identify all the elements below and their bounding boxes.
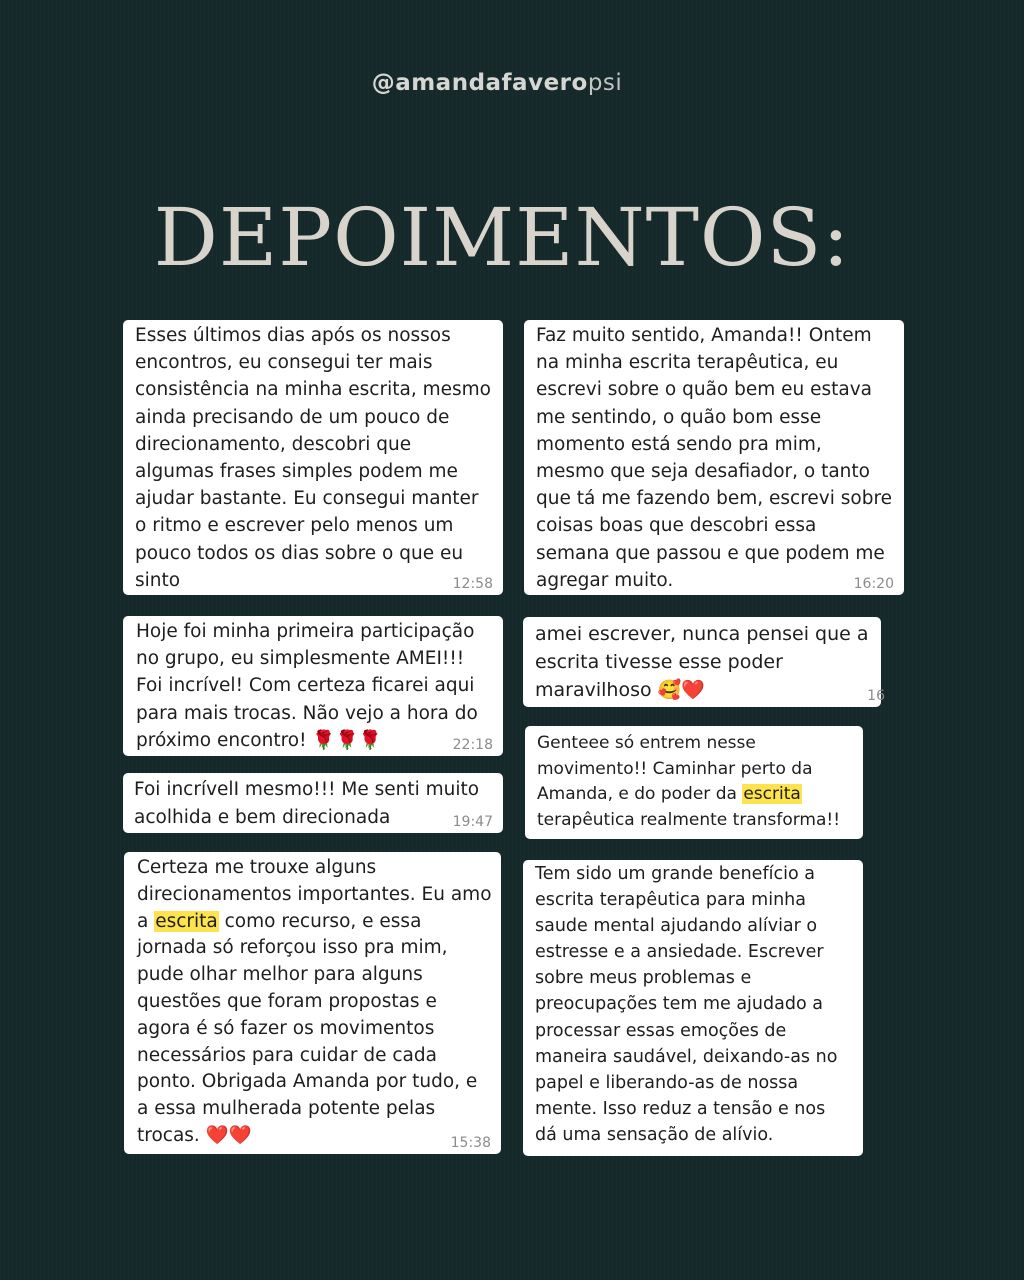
message-text: Hoje foi minha primeira participação no grupo, eu simplesmente AMEI!!! Foi incrível! Com certeza ficarei aqui para mais trocas. Não vejo a hora do próximo encontro! [136, 621, 478, 751]
handle-suffix: psi [587, 70, 623, 96]
heart-emoji-icon: ❤️❤️ [205, 1124, 252, 1146]
message-text: Foi incrívelI mesmo!!! Me senti muito acolhida e bem direcionada [134, 779, 480, 828]
message-text-wrap [537, 731, 857, 833]
message-text: Faz muito sentido, Amanda!! Ontem na minha escrita terapêutica, eu escrevi sobre o quão bem eu estava me sentindo, o quão bom esse momento está sendo pra mim, mesmo que seja desafiador, o tanto que tá me fazendo bem, escrevi sobre coisas boas que descobri essa semana que passou e que podem me agregar muito. [536, 325, 893, 591]
message-time: 22:18 [452, 737, 493, 753]
message-text-after: terapêutica realmente transforma!! [537, 809, 841, 830]
message-text-wrap [535, 620, 877, 704]
message-time: 16:20 [853, 576, 894, 592]
message-time: 12:58 [452, 576, 493, 592]
message-text: Tem sido um grande benefício a escrita terapêutica para minha saude mental ajudando alíviar o estresse e a ansiedade. Escrever sobre meus problemas e preocupações tem me ajudado a processar essas emoções de maneira saudável, deixando-as no papel e liberando-as de nossa mente. Isso reduz a tensão e nos dá uma sensação de alívio. [535, 864, 838, 1145]
message-time: 16 [867, 688, 885, 704]
highlighted-word: escrita [743, 784, 801, 804]
testimonial-message-8 [523, 860, 863, 1156]
message-text-wrap [137, 855, 493, 1150]
rose-emoji-icon: 🌹🌹🌹 [312, 729, 382, 751]
message-text: Esses últimos dias após os nossos encontros, eu consegui ter mais consistência na minha escrita, mesmo ainda precisando de um pouco de direcionamento, descobri que algumas frases simples podem me ajudar bastante. Eu consegui manter o ritmo e escrever pelo menos um pouco todos os dias sobre o que eu sinto [135, 325, 491, 591]
testimonial-message-3 [123, 616, 503, 756]
message-text-before: Genteee só entrem nesse movimento!! Caminhar perto da Amanda, e do poder da [537, 733, 813, 804]
page-title: DEPOIMENTOS: [153, 191, 851, 284]
message-text-before: Certeza me trouxe alguns direcionamentos importantes. Eu amo a [137, 857, 492, 932]
testimonial-message-6 [525, 726, 863, 839]
highlighted-word: escrita [155, 910, 218, 932]
testimonial-message-2 [524, 320, 904, 595]
message-time: 19:47 [452, 814, 493, 830]
message-text: amei escrever, nunca pensei que a escrita tivesse esse poder maravilhoso [535, 623, 869, 701]
instagram-handle [0, 70, 994, 96]
testimonial-message-1 [123, 320, 503, 595]
message-text-after: como recurso, e essa jornada só reforçou isso pra mim, pude olhar melhor para alguns questões que foram propostas e agora é só fazer os movimentos necessários para cuidar de cada ponto. Obrigada Amanda por tudo, e a essa mulherada potente pelas trocas. [137, 910, 478, 1146]
smiling-face-hearts-icon: 🥰 [657, 679, 682, 701]
testimonial-message-7 [124, 852, 501, 1154]
testimonial-message-4 [523, 617, 885, 707]
handle-name: @amandafavero [371, 70, 588, 96]
message-text-wrap [136, 618, 495, 754]
heart-emoji-icon: ❤️ [681, 679, 705, 701]
testimonial-message-5 [123, 773, 503, 833]
message-time: 15:38 [450, 1135, 491, 1151]
